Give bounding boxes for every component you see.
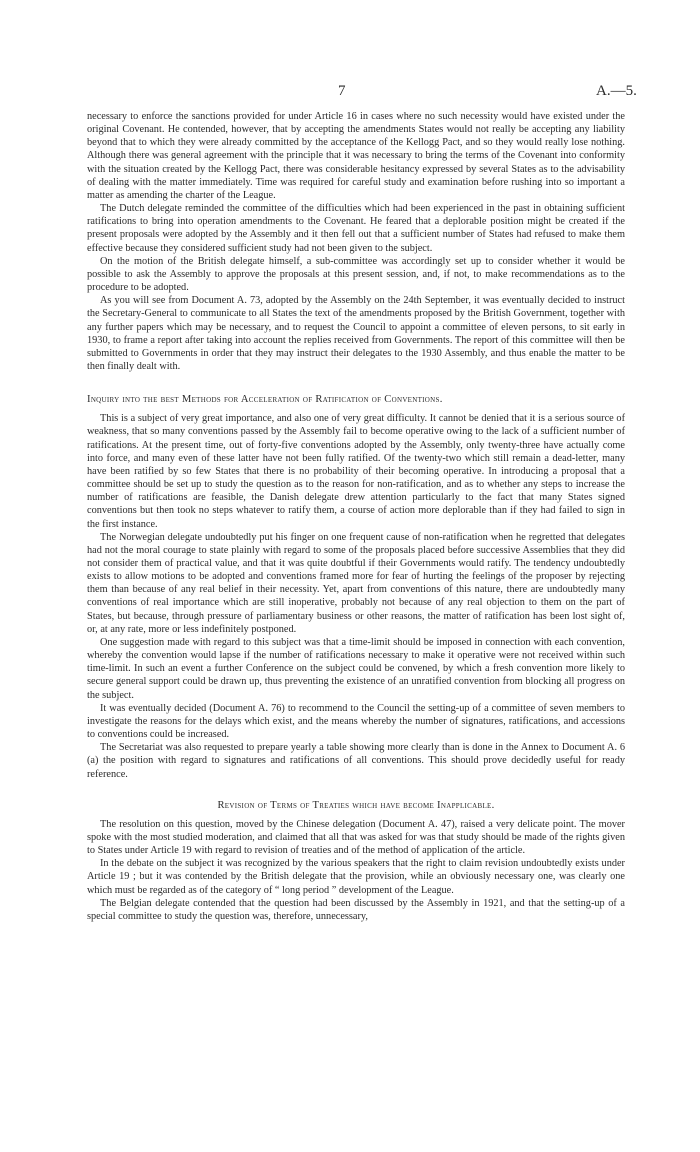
paragraph: It was eventually decided (Document A. 76) to recommend to the Council the setting-up of a committee of seven members to investigate the reasons for the delays which exist, and the means whereby the number of signatures, ratifications, and accessions to conventions could be increased. <box>87 702 625 741</box>
paragraph: The Norwegian delegate undoubtedly put his finger on one frequent cause of non-ratification when he regretted that delegates had not the moral courage to state plainly with regard to some of the proposals placed before successive Assemblies that they did not consider them of practical value, and that it was quite doubtful if their Governments would ratify. The tendency undoubtedly exists to allow motions to be adopted and conventions framed more for fear of hurting the feelings of the proposer by rejecting them than because of any real belief in their necessity. Yet, apart from conventions of this nature, there are undoubtedly many conventions of real importance which are still inoperative, probably not because of any real objection to them on the part of States, but because, through pressure of parliamentary business or other reasons, the matter of ratification has been lost sight of, or, at any rate, more or less indefinitely postponed. <box>87 531 625 635</box>
paragraph: One suggestion made with regard to this subject was that a time-limit should be imposed in connection with each convention, whereby the convention would lapse if the number of ratifications necessary to make it operative were not received within such time-limit. In such an event a further Conference on the subject could be convened, by which a fresh convention more likely to secure general support could be drawn up, thus preventing the existence of an unratified convention from blocking all progress on the subject. <box>87 636 625 701</box>
paragraph: The Dutch delegate reminded the committee of the difficulties which had been experienced in the past in obtaining sufficient ratifications to bring into operation amendments to the Covenant. He feared that a deplorable position might be created if the present proposals were adopted by the Assembly and it then fell out that a sufficient number of States had refused to make them effective because they considered sufficient study had not been given to the subject. <box>87 203 625 254</box>
paragraph: As you will see from Document A. 73, adopted by the Assembly on the 24th September, it was eventually decided to instruct the Secretary-General to communicate to all States the text of the amendments proposed by the British Government, together with any further papers which may be necessary, and to request the Council to appoint a committee of eleven persons, to sit early in 1930, to frame a report after taking into account the replies received from Governments. The report of this committee will then be submitted to Governments in order that they may instruct their delegates to the 1930 Assembly, and thus enable the matter to be then finally dealt with. <box>87 295 625 372</box>
section-heading-ratification: Inquiry into the best Methods for Acceleration of Ratification of Conventions. <box>87 394 443 406</box>
paragraph: On the motion of the British delegate himself, a sub-committee was accordingly set up to consider whether it would be possible to ask the Assembly to approve the proposals at this present session, and, if not, to make recommendations as to the procedure to be adopted. <box>87 255 625 294</box>
page-number: 7 <box>338 83 346 99</box>
paragraph: necessary to enforce the sanctions provided for under Article 16 in cases where no such necessity would have existed under the original Covenant. He contended, however, that by accepting the amendments States would not really be accepting any liability beyond that to which they were already committed by the acceptance of the Kellogg Pact, and so they would really lose nothing. Although there was general agreement with the principle that it was necessary to bring the terms of the Covenant into conformity with the situation created by the Kellogg Pact, there was considerable hesitancy expressed by several States as to the advisability of dealing with the matter immediately. Time was required for careful study and examination before rushing into so important a matter as amending the charter of the League. <box>87 111 625 201</box>
paragraph: The Belgian delegate contended that the question had been discussed by the Assembly in 1921, and that the setting-up of a special committee to study the question was, therefore, unnecessary, <box>87 897 625 922</box>
document-reference: A.—5. <box>596 83 637 99</box>
paragraph: This is a subject of very great importance, and also one of very great difficulty. It cannot be denied that it is a serious source of weakness, that so many conventions passed by the Assembly fail to become operative owing to the lack of a sufficient number of ratifications. At the present time, out of forty-five conventions adopted by the Assembly, only twenty-three have actually come into force, and many even of these latter have not been fully ratified. Of the twenty-two which still remain a dead-letter, many have been ratified by so few States that there is no probability of their becoming operative. In introducing a proposal that a committee should be set up to study the question as to the reason for non-ratification, and as to whether any steps to increase the number of ratifications are feasible, the Danish delegate drew attention particularly to the fact that many States signed conventions but then took no steps whatever to ratify them, a course of action more deplorable than if they had failed to sign in the first instance. <box>87 413 625 530</box>
body-text <box>87 110 625 923</box>
paragraph: The Secretariat was also requested to prepare yearly a table showing more clearly than is done in the Annex to Document A. 6 (a) the position with regard to signatures and ratifications of all conventions. This should prove decidedly useful for ready reference. <box>87 742 625 780</box>
paragraph: In the debate on the subject it was recognized by the various speakers that the right to claim revision undoubtedly exists under Article 19 ; but it was contended by the British delegate that the provision, while an obviously necessary one, was clearly one which must be regarded as of the category of “ long period ” development of the League. <box>87 858 625 896</box>
paragraph: The resolution on this question, moved by the Chinese delegation (Document A. 47), raised a very delicate point. The mover spoke with the most studied moderation, and claimed that all that was asked for was that study should be made of the rights given to States under Article 19 with regard to revision of treaties and of the method of application of the article. <box>87 818 625 857</box>
section-heading-treaty-revision: Revision of Terms of Treaties which have become Inapplicable. <box>217 799 495 811</box>
